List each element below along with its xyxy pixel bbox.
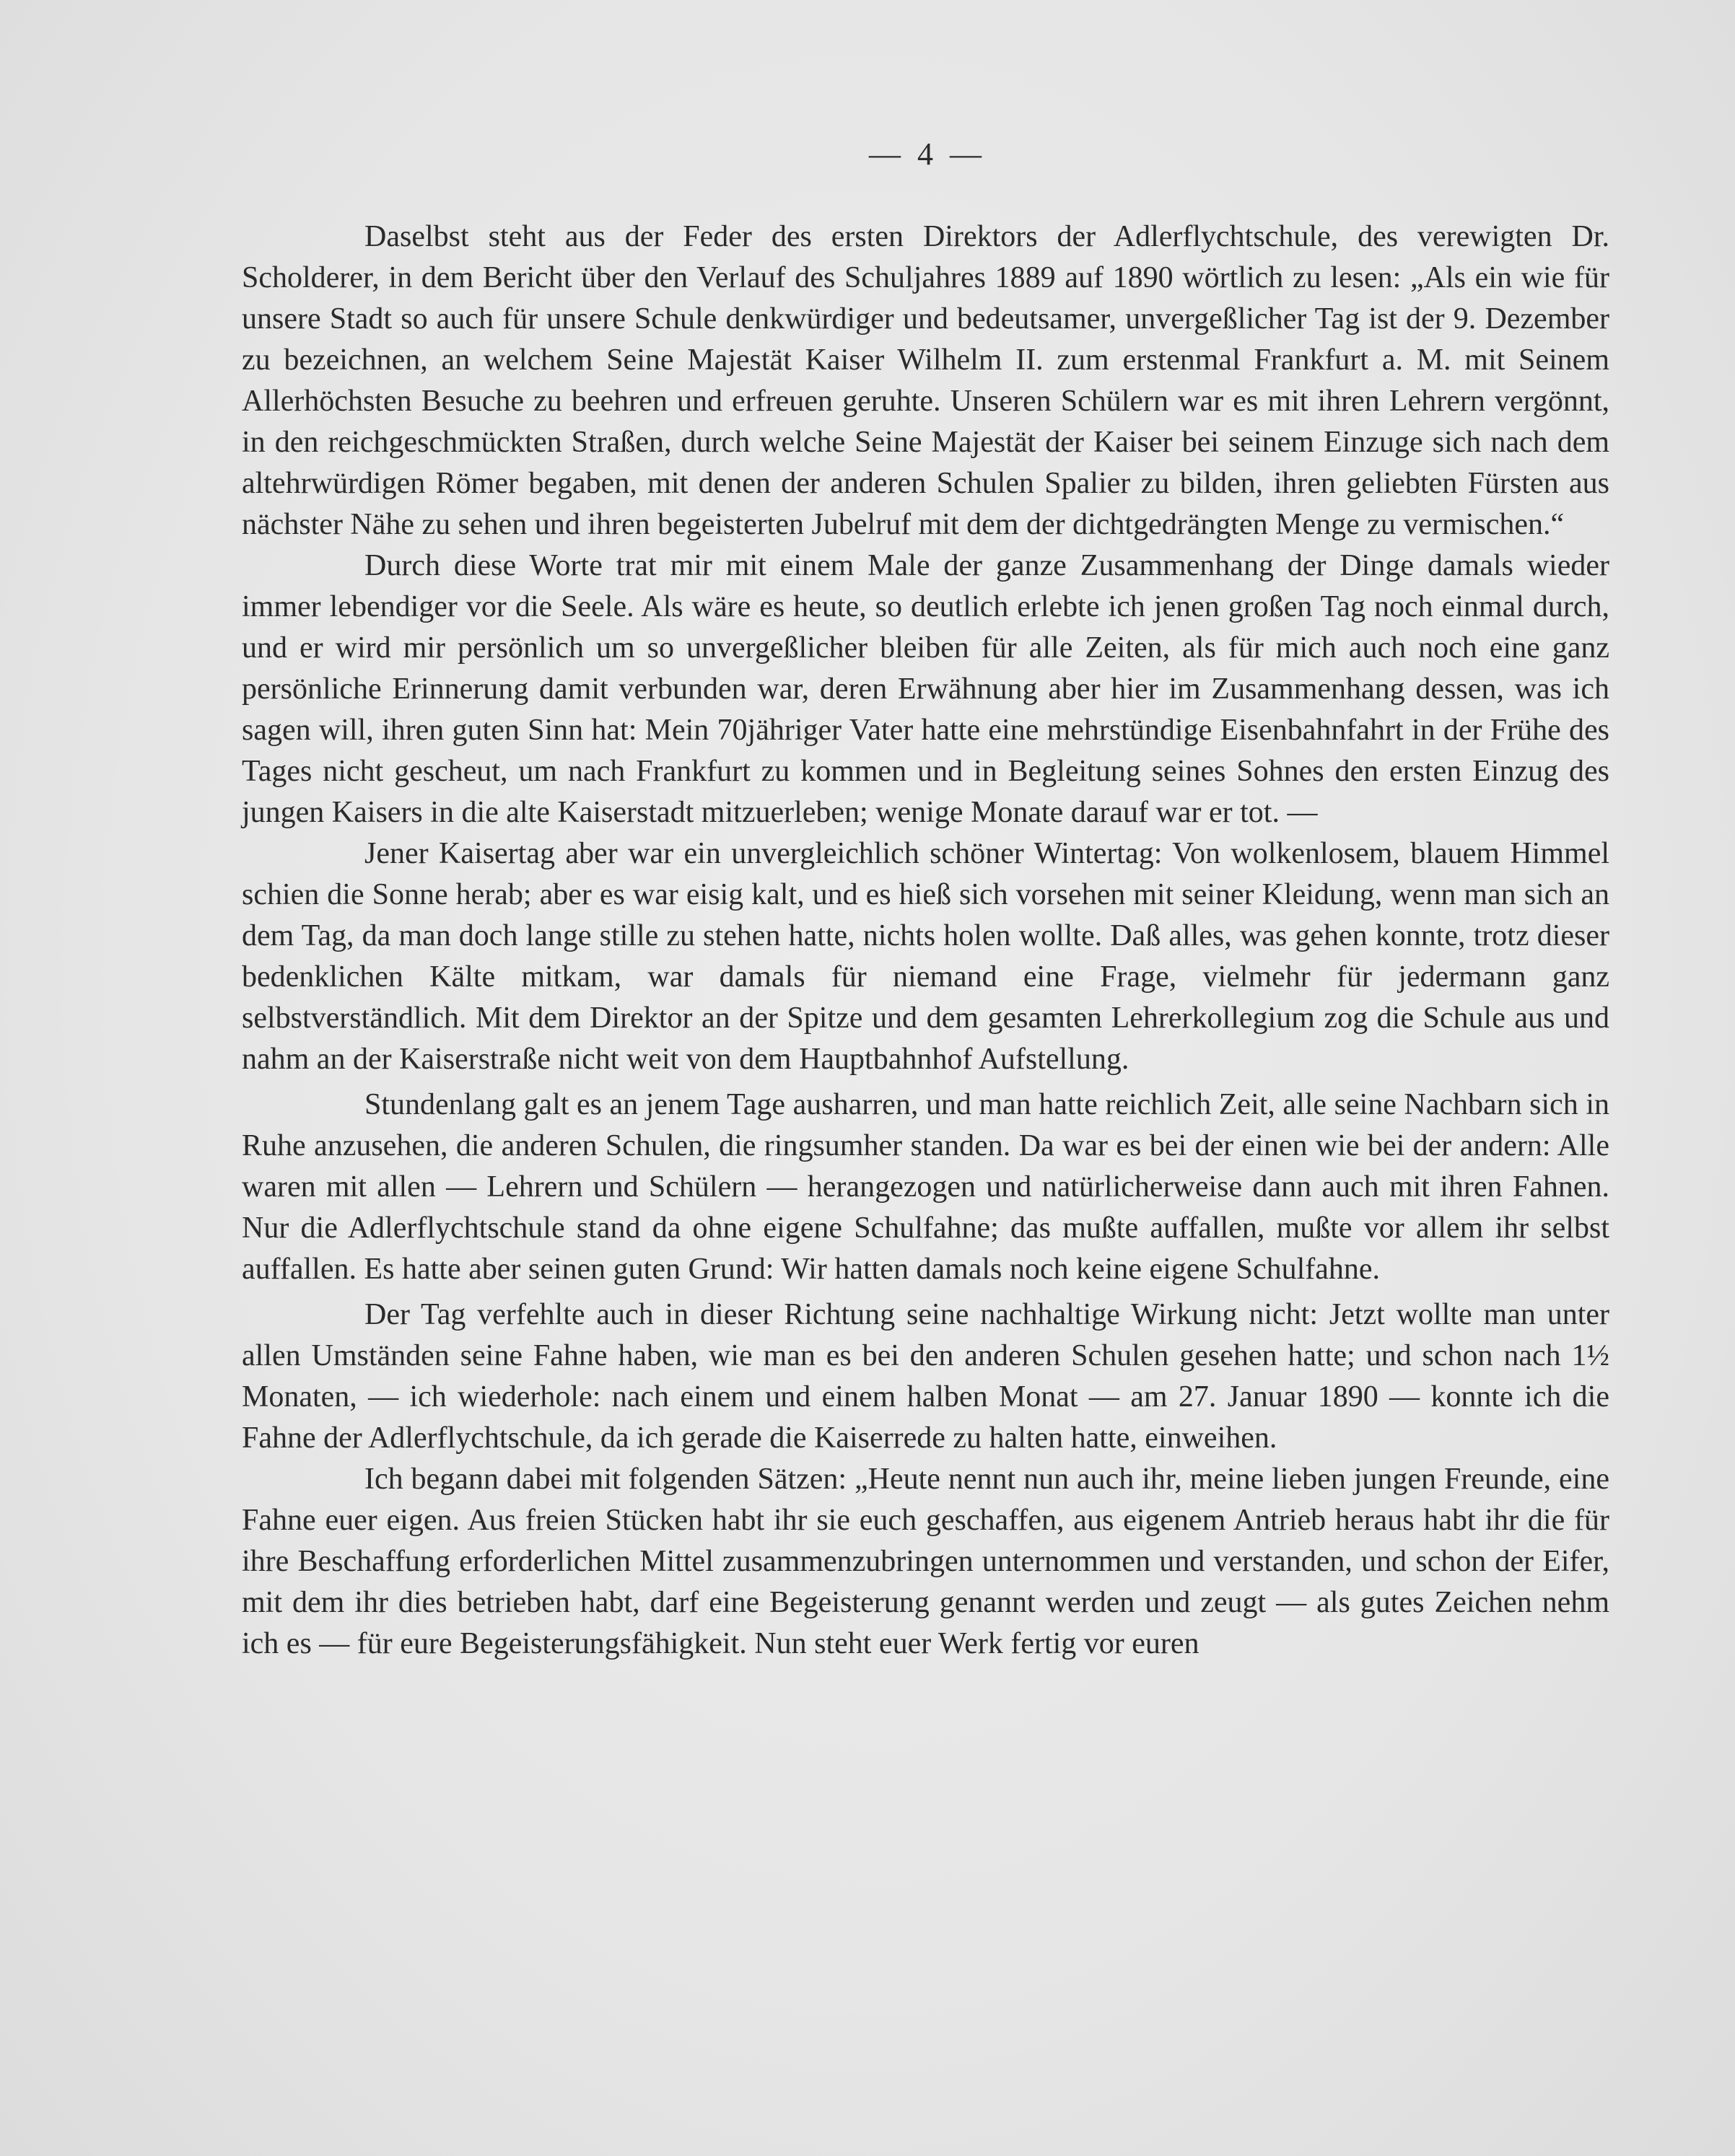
body-text — [242, 216, 1609, 1665]
paragraph-2: Durch diese Worte trat mir mit einem Male der ganze Zusammenhang der Dinge damals wieder immer lebendiger vor die Seele. Als wäre es heute, so deutlich erlebte ich jenen großen Tag noch einmal durch, und er wird mir persönlich um so unvergeßlicher bleiben für alle Zeiten, als für mich auch noch eine ganz persönliche Erinnerung damit verbunden war, deren Erwähnung aber hier im Zusammenhang dessen, was ich sagen will, ihren guten Sinn hat: Mein 70jähriger Vater hatte eine mehrstündige Eisenbahnfahrt in der Frühe des Tages nicht gescheut, um nach Frankfurt zu kommen und in Begleitung seines Sohnes den ersten Einzug des jungen Kaisers in die alte Kaiserstadt mitzuerleben; wenige Monate darauf war er tot. — — [242, 549, 1609, 829]
paragraph-3: Jener Kaisertag aber war ein unvergleichlich schöner Wintertag: Von wolkenlosem, blauem Himmel schien die Sonne herab; aber es war eisig kalt, und es hieß sich vorsehen mit seiner Kleidung, wenn man sich an dem Tag, da man doch lange stille zu stehen hatte, nichts holen wollte. Daß alles, was gehen konnte, trotz dieser bedenklichen Kälte mitkam, war damals für niemand eine Frage, vielmehr für jedermann ganz selbstverständlich. Mit dem Direktor an der Spitze und dem gesamten Lehrerkollegium zog die Schule aus und nahm an der Kaiserstraße nicht weit von dem Hauptbahnhof Aufstellung. — [242, 837, 1609, 1076]
paragraph-6: Ich begann dabei mit folgenden Sätzen: „Heute nennt nun auch ihr, meine lieben jungen Freunde, eine Fahne euer eigen. Aus freien Stücken habt ihr sie euch geschaffen, aus eigenem Antrieb heraus habt ihr die für ihre Beschaffung erforderlichen Mittel zusammenzubringen unternommen und verstanden, und schon der Eifer, mit dem ihr dies betrieben habt, darf eine Begeisterung genannt werden und zeugt — als gutes Zeichen nehm ich es — für eure Begeisterungsfähigkeit. Nun steht euer Werk fertig vor euren — [242, 1463, 1609, 1660]
paragraph-1: Daselbst steht aus der Feder des ersten Direktors der Adlerflychtschule, des verewigten Dr. Scholderer, in dem Bericht über den Verlauf des Schuljahres 1889 auf 1890 wörtlich zu lesen: „Als ein wie für unsere Stadt so auch für unsere Schule denkwürdiger und bedeutsamer, unvergeßlicher Tag ist der 9. Dezember zu bezeichnen, an welchem Seine Majestät Kaiser Wilhelm II. zum erstenmal Frankfurt a. M. mit Seinem Allerhöchsten Besuche zu beehren und erfreuen geruhte. Unseren Schülern war es mit ihren Lehrern vergönnt, in den reichgeschmückten Straßen, durch welche Seine Majestät der Kaiser bei seinem Einzuge sich nach dem altehrwürdigen Römer begaben, mit denen der anderen Schulen Spalier zu bilden, ihren geliebten Fürsten aus nächster Nähe zu sehen und ihren begeisterten Jubelruf mit dem der dichtgedrängten Menge zu vermischen.“ — [242, 220, 1609, 541]
paragraph-4: Stundenlang galt es an jenem Tage ausharren, und man hatte reichlich Zeit, alle seine Nachbarn sich in Ruhe anzusehen, die anderen Schulen, die ringsumher standen. Da war es bei der einen wie bei der andern: Alle waren mit allen — Lehrern und Schülern — herangezogen und natürlicherweise dann auch mit ihren Fahnen. Nur die Adlerflychtschule stand da ohne eigene Schulfahne; das mußte auffallen, mußte vor allem ihr selbst auffallen. Es hatte aber seinen guten Grund: Wir hatten damals noch keine eigene Schulfahne. — [242, 1088, 1609, 1286]
paragraph-5: Der Tag verfehlte auch in dieser Richtung seine nachhaltige Wirkung nicht: Jetzt wollte man unter allen Umständen seine Fahne haben, wie man es bei den anderen Schulen gesehen hatte; und schon nach 1½ Monaten, — ich wiederhole: nach einem und einem halben Monat — am 27. Januar 1890 — konnte ich die Fahne der Adlerflychtschule, da ich gerade die Kaiserrede zu halten hatte, einweihen. — [242, 1298, 1609, 1455]
page-number: — 4 — — [869, 136, 986, 172]
